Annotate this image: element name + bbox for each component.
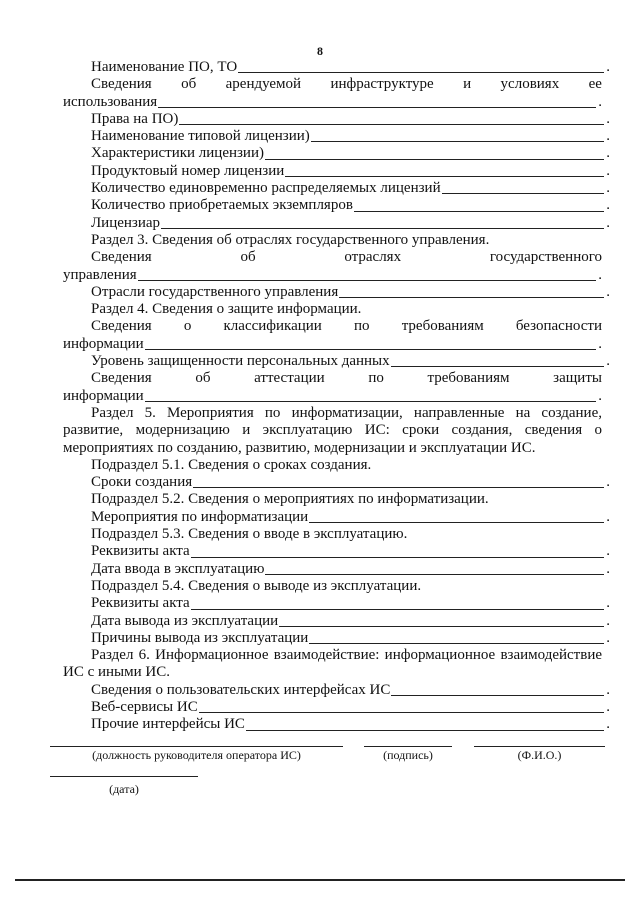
- other-interfaces-row: [83, 716, 610, 733]
- word: требованиям: [401, 318, 484, 335]
- word: и: [463, 76, 472, 93]
- software-name-field[interactable]: [238, 59, 604, 73]
- commissioning-date-label: Дата ввода в эксплуатацию: [91, 560, 265, 577]
- signature-line[interactable]: [364, 746, 452, 747]
- line-end: .: [606, 214, 610, 231]
- word: о: [183, 318, 192, 335]
- word: Сведения: [91, 249, 152, 266]
- word: защиты: [553, 370, 602, 387]
- licensor-row: [83, 215, 610, 232]
- line-end: .: [606, 128, 610, 145]
- name-signature-line[interactable]: [474, 746, 605, 747]
- industries-field[interactable]: [138, 267, 597, 281]
- position-signature-line[interactable]: [50, 746, 343, 747]
- line-end: .: [606, 612, 610, 629]
- purchased-copies-label: Количество приобретаемых экземпляров: [91, 197, 353, 214]
- line-end: .: [606, 595, 610, 612]
- word: об: [181, 76, 197, 93]
- line-end: .: [606, 698, 610, 715]
- purchased-copies-row: [83, 197, 610, 214]
- decommissioning-reasons-row: [83, 630, 610, 647]
- software-name-label: Наименование ПО, ТО: [91, 59, 238, 75]
- classification-label: информации: [63, 335, 144, 352]
- line-end: .: [606, 543, 610, 560]
- signature-caption: (подпись): [383, 748, 433, 762]
- attestation-label: информации: [63, 387, 144, 404]
- word: условиях: [500, 76, 560, 93]
- subsection-5-3-heading: Подраздел 5.3. Сведения о вводе в эксплуатацию.: [91, 526, 408, 543]
- license-characteristics-label: Характеристики лицензии): [91, 145, 264, 162]
- creation-dates-field[interactable]: [193, 474, 604, 488]
- word: требованиям: [427, 370, 510, 387]
- classification-field[interactable]: [145, 336, 597, 350]
- date-line[interactable]: [50, 776, 198, 777]
- section-5-paragraph: Раздел 5. Мероприятия по информатизации, направленные на создание, развитие, модернизацию и эксплуатацию ИС: сроки создания, сведения о мероприятиях по созданию, развитию, модернизации и эксплуатации ИС.: [63, 404, 602, 456]
- user-interfaces-label: Сведения о пользовательских интерфейсах ИС: [91, 681, 391, 698]
- software-rights-row: [83, 111, 610, 128]
- license-name-field[interactable]: [311, 128, 604, 142]
- infrastructure-row-a: [83, 76, 602, 93]
- word: классификации: [223, 318, 322, 335]
- line-end: .: [598, 387, 602, 404]
- section-3-heading: Раздел 3. Сведения об отраслях государственного управления.: [91, 231, 490, 248]
- name-caption: (Ф.И.О.): [517, 748, 562, 762]
- decommissioning-date-field[interactable]: [279, 613, 604, 627]
- infrastructure-field[interactable]: [158, 94, 596, 108]
- informatization-events-label: Мероприятия по информатизации: [91, 508, 309, 525]
- industries-label: управления: [63, 266, 137, 283]
- bottom-rule: [15, 879, 625, 881]
- subsection-5-2-heading: Подраздел 5.2. Сведения о мероприятиях по информатизации.: [91, 491, 489, 508]
- line-end: .: [598, 266, 602, 283]
- word: об: [195, 370, 211, 387]
- word: аттестации: [254, 370, 325, 387]
- line-end: .: [606, 681, 610, 698]
- subsection-5-1-heading: Подраздел 5.1. Сведения о сроках создания.: [91, 456, 372, 473]
- line-end: .: [606, 59, 610, 75]
- line-end: .: [606, 162, 610, 179]
- product-number-row: [83, 163, 610, 180]
- word: государственного: [489, 249, 602, 266]
- web-services-row: [83, 699, 610, 716]
- line-end: .: [606, 508, 610, 525]
- classification-row-a: [83, 318, 602, 335]
- license-name-label: Наименование типовой лицензии): [91, 128, 310, 145]
- act-details-2-label: Реквизиты акта: [91, 595, 190, 612]
- act-details-2-row: [83, 595, 610, 612]
- section-4-heading: Раздел 4. Сведения о защите информации.: [91, 301, 362, 318]
- infrastructure-label: использования: [63, 93, 158, 110]
- licensor-field[interactable]: [161, 215, 604, 229]
- line-end: .: [606, 283, 610, 300]
- infrastructure-row-b: [63, 94, 602, 111]
- commissioning-date-field[interactable]: [265, 561, 604, 575]
- line-end: .: [606, 629, 610, 646]
- industries-list-field[interactable]: [339, 284, 604, 298]
- line-end: .: [606, 145, 610, 162]
- word: Сведения: [91, 318, 152, 335]
- license-name-row: [83, 128, 610, 145]
- commissioning-date-row: [83, 561, 610, 578]
- product-number-label: Продуктовый номер лицензии: [91, 162, 285, 179]
- line-end: .: [606, 197, 610, 214]
- line-end: .: [606, 560, 610, 577]
- decommissioning-reasons-field[interactable]: [309, 630, 604, 644]
- software-rights-field[interactable]: [179, 111, 604, 125]
- line-end: .: [606, 110, 610, 127]
- attestation-field[interactable]: [145, 388, 597, 402]
- user-interfaces-row: [83, 682, 610, 699]
- line-end: .: [606, 474, 610, 491]
- concurrent-licenses-row: [83, 180, 610, 197]
- act-details-1-field[interactable]: [191, 544, 605, 558]
- personal-data-level-row: [83, 353, 610, 370]
- act-details-2-field[interactable]: [191, 596, 605, 610]
- other-interfaces-label: Прочие интерфейсы ИС: [91, 716, 245, 733]
- concurrent-licenses-label: Количество единовременно распределяемых лицензий: [91, 180, 441, 197]
- line-end: .: [598, 335, 602, 352]
- word: Сведения: [91, 370, 152, 387]
- decommissioning-reasons-label: Причины вывода из эксплуатации: [91, 629, 309, 646]
- line-end: .: [606, 180, 610, 197]
- word: отраслях: [344, 249, 402, 266]
- licensor-label: Лицензиар: [91, 214, 161, 231]
- word: инфраструктуре: [330, 76, 434, 93]
- decommissioning-date-label: Дата вывода из эксплуатации: [91, 612, 279, 629]
- word: безопасности: [515, 318, 602, 335]
- act-details-1-row: [83, 543, 610, 560]
- web-services-label: Веб-сервисы ИС: [91, 698, 198, 715]
- user-interfaces-field[interactable]: [391, 682, 604, 696]
- decommissioning-date-row: [83, 613, 610, 630]
- position-caption: (должность руководителя оператора ИС): [92, 748, 301, 762]
- industries-list-label: Отрасли государственного управления: [91, 283, 339, 300]
- word: арендуемой: [225, 76, 302, 93]
- section-6-paragraph: Раздел 6. Информационное взаимодействие: информационное взаимодействие ИС с иными ИС.: [63, 647, 602, 681]
- license-characteristics-row: [83, 145, 610, 162]
- license-characteristics-field[interactable]: [265, 146, 604, 160]
- word: ее: [588, 76, 602, 93]
- other-interfaces-field[interactable]: [246, 717, 604, 731]
- subsection-5-4-heading: Подраздел 5.4. Сведения о выводе из эксплуатации.: [91, 577, 422, 594]
- personal-data-level-label: Уровень защищенности персональных данных: [91, 353, 390, 370]
- purchased-copies-field[interactable]: [354, 198, 604, 212]
- industries-list-row: [83, 284, 610, 301]
- form-body: [63, 59, 610, 734]
- creation-dates-row: [83, 474, 610, 491]
- product-number-field[interactable]: [285, 163, 604, 177]
- informatization-events-field[interactable]: [309, 509, 604, 523]
- page-number: 8: [317, 44, 323, 58]
- line-end: .: [606, 716, 610, 733]
- software-rights-label: Права на ПО): [91, 110, 179, 127]
- classification-row-b: [63, 336, 602, 353]
- informatization-events-row: [83, 509, 610, 526]
- concurrent-licenses-field[interactable]: [442, 180, 605, 194]
- industries-row-b: [63, 267, 602, 284]
- word: по: [368, 370, 384, 387]
- date-caption: (дата): [109, 782, 139, 796]
- software-name-row: [83, 59, 610, 76]
- industries-row-a: [83, 249, 602, 266]
- personal-data-level-field[interactable]: [391, 353, 605, 367]
- attestation-row-a: [83, 370, 602, 387]
- word: об: [240, 249, 256, 266]
- web-services-field[interactable]: [199, 699, 605, 713]
- word: Сведения: [91, 76, 152, 93]
- creation-dates-label: Сроки создания: [91, 474, 193, 491]
- line-end: .: [606, 353, 610, 370]
- line-end: .: [598, 93, 602, 110]
- word: по: [354, 318, 370, 335]
- attestation-row-b: [63, 388, 602, 405]
- act-details-1-label: Реквизиты акта: [91, 543, 190, 560]
